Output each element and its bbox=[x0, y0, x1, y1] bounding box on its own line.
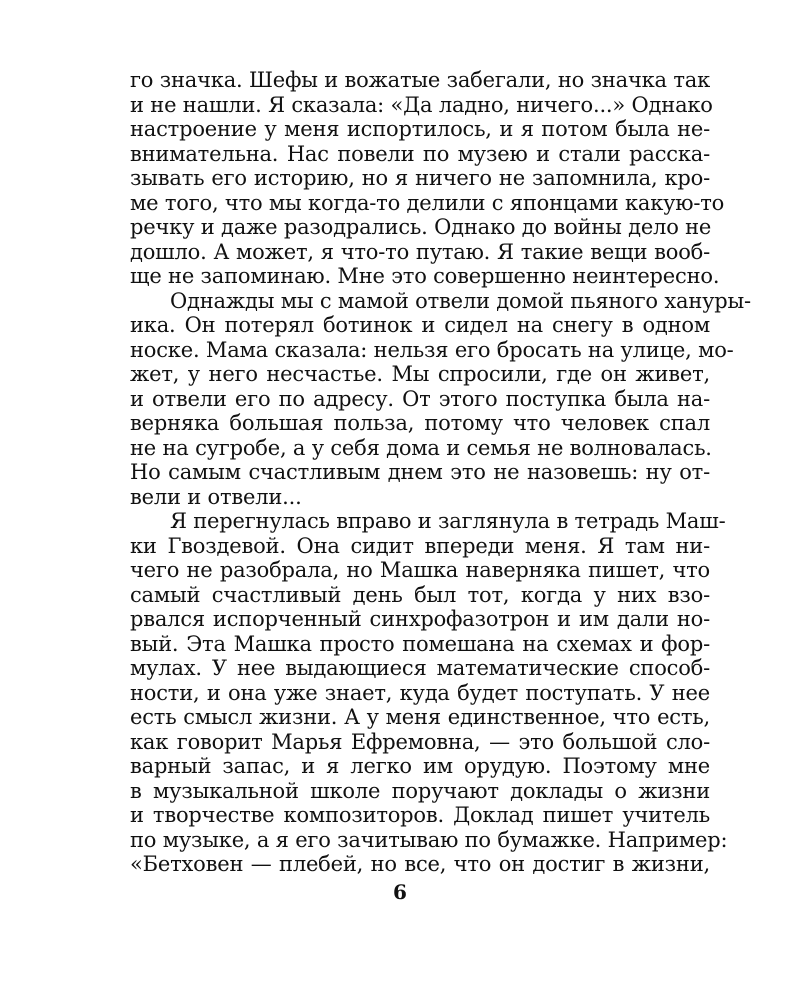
text-line: и творчестве композиторов. Доклад пишет учитель bbox=[130, 803, 710, 827]
text-line: вый. Эта Машка просто помешана на схемах и фор- bbox=[130, 631, 710, 656]
text-line: жет, у него несчастье. Мы спросили, где он живет, bbox=[130, 362, 710, 386]
text-line: «Бетховен — плебей, но все, что он достиг в жизни, bbox=[130, 852, 710, 876]
text-line: ме того, что мы когда-то делили с японцами какую-то bbox=[130, 190, 725, 215]
page-number: 6 bbox=[393, 880, 407, 904]
text-line: рвался испорченный синхрофазотрон и им дали но- bbox=[130, 607, 710, 631]
paragraph-3 bbox=[130, 509, 728, 877]
text-line: не на сугробе, а у себя дома и семья не волновалась. bbox=[130, 435, 712, 460]
text-line: ки Гвоздевой. Она сидит впереди меня. Я там ни- bbox=[130, 533, 710, 558]
text-line: вели и отвели... bbox=[130, 484, 302, 509]
text-line: верняка большая польза, потому что человек спал bbox=[130, 411, 710, 435]
text-line: Я перегнулась вправо и заглянула в тетрадь Маш- bbox=[170, 509, 726, 533]
text-line: есть смысл жизни. А у меня единственное, что есть, bbox=[130, 705, 710, 729]
text-line: ности, и она уже знает, куда будет поступать. У нее bbox=[130, 680, 710, 705]
text-line: дошло. А может, я что-то путаю. Я такие вещи вооб- bbox=[130, 239, 710, 264]
text-line: ще не запоминаю. Мне это совершенно неинтересно. bbox=[130, 264, 720, 288]
text-line: мулах. У нее выдающиеся математические способ- bbox=[130, 656, 710, 680]
text-line: и отвели его по адресу. От этого поступка была на- bbox=[130, 386, 710, 411]
text-line: самый счастливый день был тот, когда у них взо- bbox=[130, 582, 710, 607]
paragraph-1 bbox=[130, 68, 725, 289]
text-line: чего не разобрала, но Машка наверняка пишет, что bbox=[130, 558, 710, 582]
paragraph-2 bbox=[130, 288, 751, 510]
text-line: варный запас, и я легко им орудую. Поэтому мне bbox=[130, 754, 710, 778]
text-line: в музыкальной школе поручают доклады о жизни bbox=[130, 778, 710, 803]
text-line: внимательна. Нас повели по музею и стали расска- bbox=[130, 141, 710, 166]
page-text bbox=[130, 68, 751, 877]
text-line: по музыке, а я его зачитываю по бумажке. Например: bbox=[130, 827, 728, 852]
text-line: носке. Мама сказала: нельзя его бросать на улице, мо- bbox=[130, 337, 734, 362]
text-line: Но самым счастливым днем это не назовешь: ну от- bbox=[130, 460, 710, 484]
text-line: как говорит Марья Ефремовна, — это большой сло- bbox=[130, 729, 710, 754]
text-line: Однажды мы с мамой отвели домой пьяного хануры- bbox=[170, 288, 751, 313]
text-line: го значка. Шефы и вожатые забегали, но значка так bbox=[130, 68, 711, 92]
text-line: ика. Он потерял ботинок и сидел на снегу в одном bbox=[130, 313, 710, 337]
text-line: зывать его историю, но я ничего не запомнила, кро- bbox=[130, 166, 710, 190]
text-line: и не нашли. Я сказала: «Да ладно, ничего...» Однако bbox=[130, 92, 713, 117]
text-line: речку и даже разодрались. Однако до войны дело не bbox=[130, 215, 712, 239]
text-line: настроение у меня испортилось, и я потом была не- bbox=[130, 117, 710, 141]
